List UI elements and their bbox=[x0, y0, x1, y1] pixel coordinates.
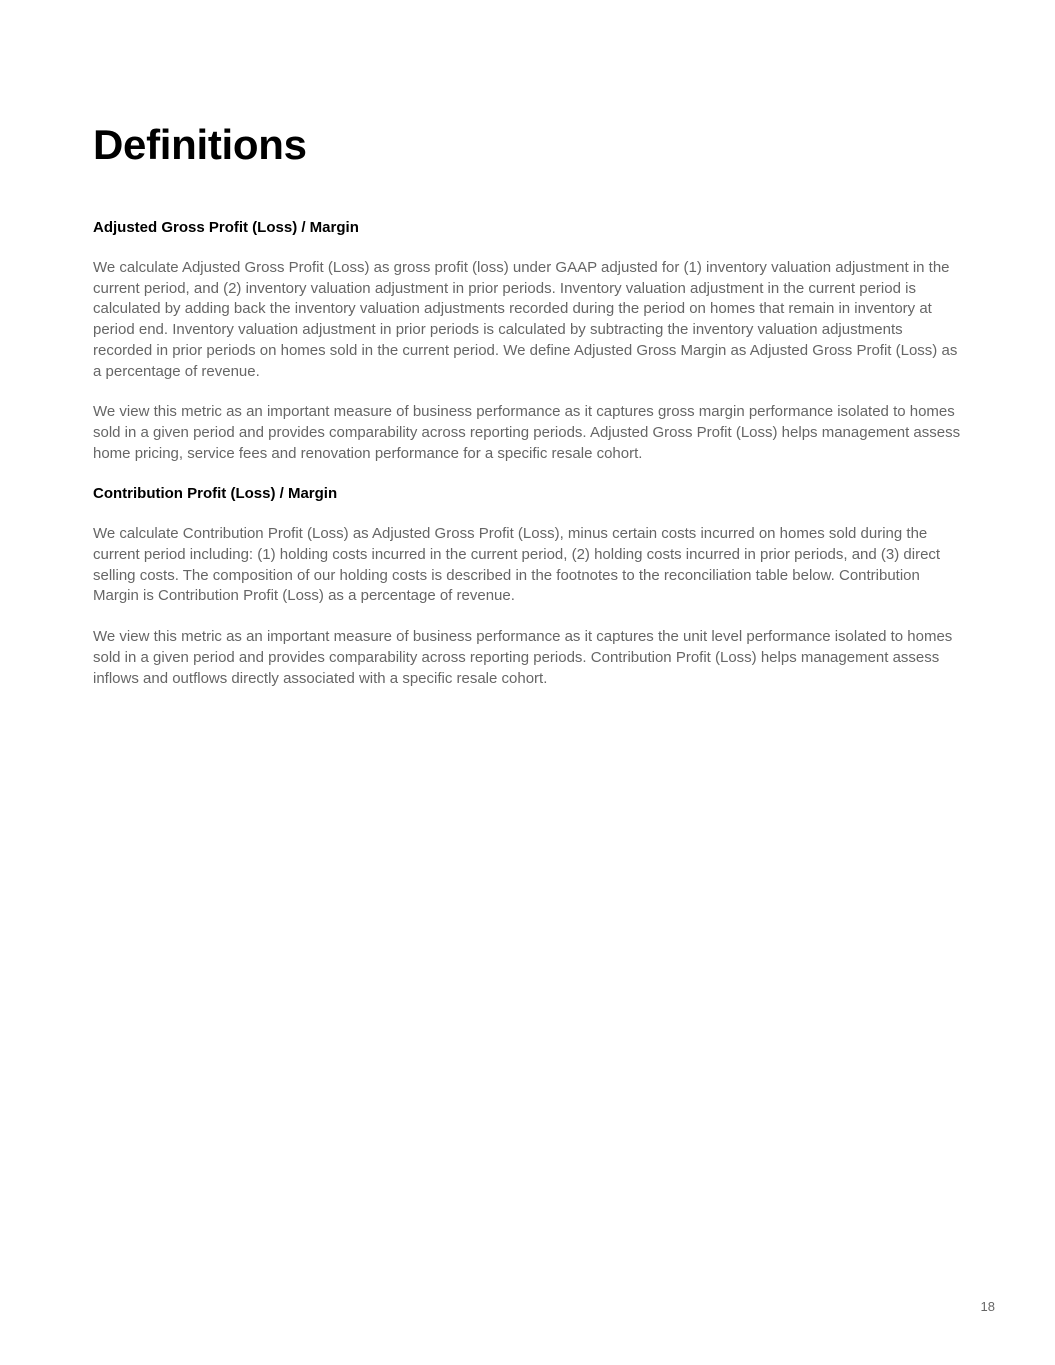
paragraph: We view this metric as an important measure of business performance as it captures the unit level performance isolated to homes sold in a given period and provides comparability across reporting periods. Contribution Profit (Loss) helps management assess inflows and outflows directly associated with a specific resale cohort. bbox=[93, 628, 953, 687]
section-heading: Adjusted Gross Profit (Loss) / Margin bbox=[93, 219, 359, 236]
page-title: Definitions bbox=[93, 121, 307, 168]
page-number: 18 bbox=[980, 1299, 995, 1314]
paragraph: We calculate Contribution Profit (Loss) as Adjusted Gross Profit (Loss), minus certain costs incurred on homes sold during the current period including: (1) holding costs incurred in the current period, (2) holding costs incurred in prior periods, and (3) direct selling costs. The composition of our holding costs is described in the footnotes to the reconciliation table below. Contribution Margin is Contribution Profit (Loss) as a percentage of revenue. bbox=[93, 525, 941, 605]
paragraph: We calculate Adjusted Gross Profit (Loss) as gross profit (loss) under GAAP adjusted for (1) inventory valuation adjustment in the current period, and (2) inventory valuation adjustment in prior periods. Inventory valuation adjustment in the current period is calculated by adding back the inventory valuation adjustments recorded during the period on homes that remain in inventory at period end. Inventory valuation adjustment in prior periods is calculated by subtracting the inventory valuation adjustments recorded in prior periods on homes sold in the current period. We define Adjusted Gross Margin as Adjusted Gross Profit (Loss) as a percentage of revenue. bbox=[93, 259, 958, 380]
section-adjusted-gross-profit bbox=[93, 218, 965, 464]
paragraph: We view this metric as an important measure of business performance as it captures gross margin performance isolated to homes sold in a given period and provides comparability across reporting periods. Adjusted Gross Profit (Loss) helps management assess home pricing, service fees and renovation performance for a specific resale cohort. bbox=[93, 403, 961, 462]
section-contribution-profit bbox=[93, 484, 965, 689]
section-heading: Contribution Profit (Loss) / Margin bbox=[93, 485, 338, 503]
definitions-content bbox=[93, 218, 965, 709]
